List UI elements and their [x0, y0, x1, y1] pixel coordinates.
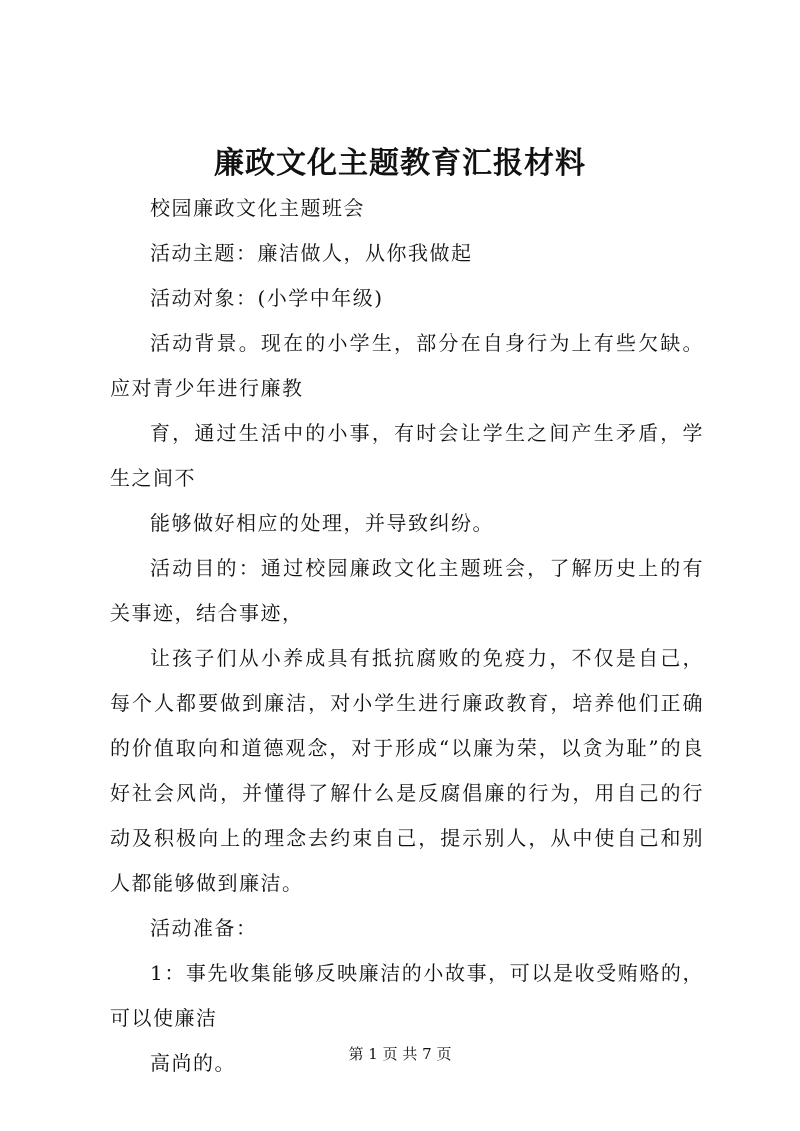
paragraph-subtitle: 校园廉政文化主题班会	[150, 196, 365, 220]
paragraph-preparation: 活动准备：	[150, 916, 258, 940]
page-footer: 第 1 页 共 7 页	[348, 1045, 452, 1063]
paragraph-background-end: 能够做好相应的处理，并导致纠纷。	[150, 511, 494, 535]
paragraph-audience: 活动对象：(小学中年级)	[150, 286, 384, 310]
paragraph-preparation-item-1: 1：事先收集能够反映廉洁的小故事，可以是收受贿赂的，可以使廉洁	[110, 961, 704, 1030]
paragraph-purpose: 活动目的：通过校园廉政文化主题班会，了解历史上的有关事迹，结合事迹，	[110, 556, 704, 625]
paragraph-theme: 活动主题：廉洁做人，从你我做起	[150, 241, 473, 265]
document-title: 廉政文化主题教育汇报材料	[214, 146, 586, 181]
document-body	[110, 186, 704, 1086]
paragraph-preparation-item-1-end: 高尚的。	[150, 1051, 236, 1075]
paragraph-background: 活动背景。现在的小学生，部分在自身行为上有些欠缺。应对青少年进行廉教	[110, 331, 704, 400]
paragraph-background-cont: 育，通过生活中的小事，有时会让学生之间产生矛盾，学生之间不	[110, 421, 704, 490]
paragraph-purpose-detail: 让孩子们从小养成具有抵抗腐败的免疫力，不仅是自己，每个人都要做到廉洁，对小学生进行廉政教育，培养他们正确的价值取向和道德观念，对于形成“以廉为荣，以贪为耻”的良好社会风尚，并懂得了解什么是反腐倡廉的行为，用自己的行动及积极向上的理念去约束自己，提示别人，从中使自己和别人都能够做到廉洁。	[110, 646, 704, 895]
